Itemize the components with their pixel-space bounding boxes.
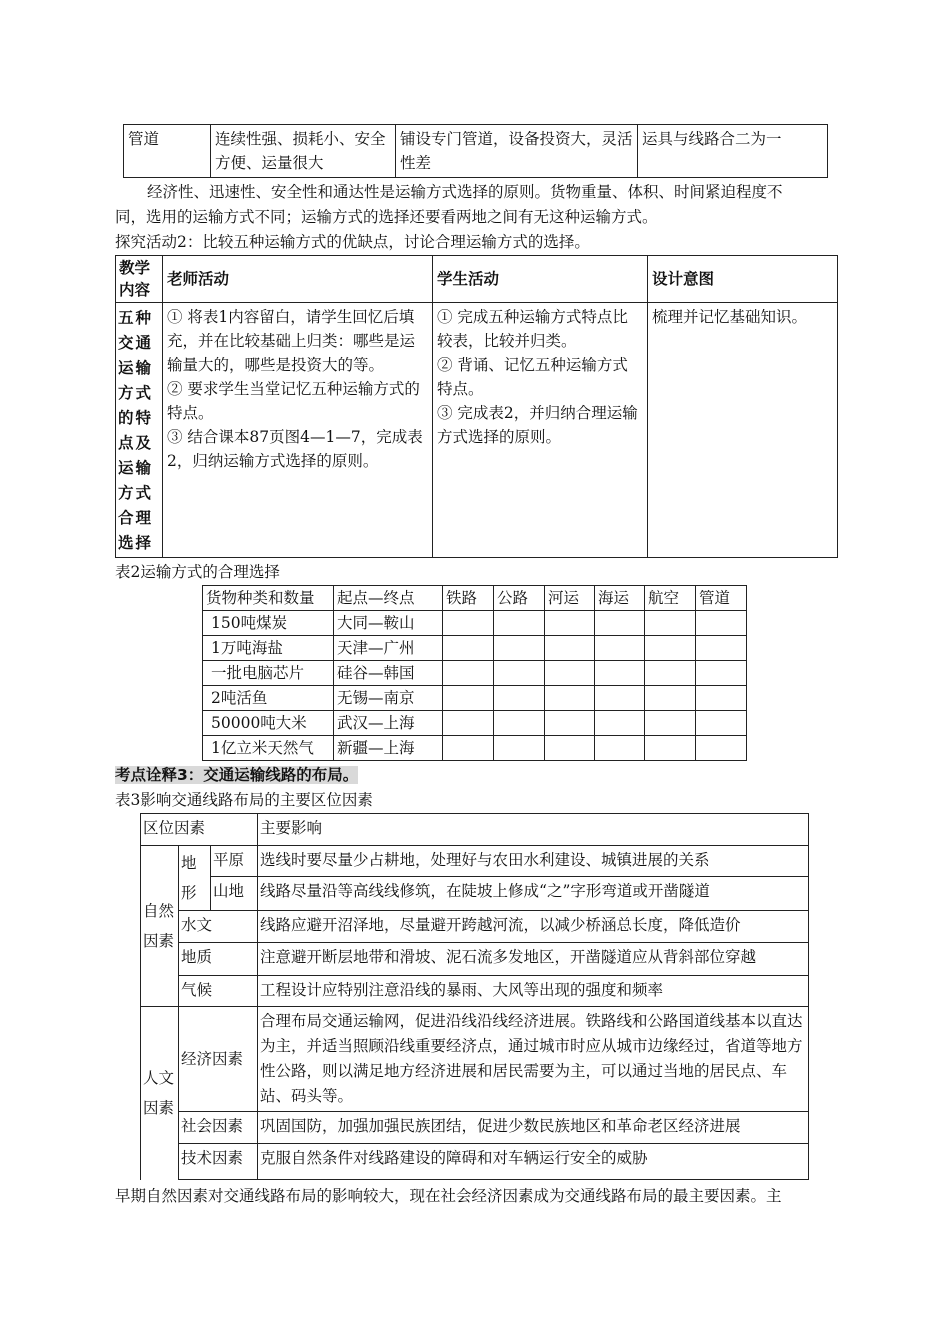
route-cell: 新疆—上海 bbox=[334, 736, 443, 761]
student-item: ② 背诵、记忆五种运输方式特点。 bbox=[437, 356, 628, 398]
table-row bbox=[116, 303, 838, 558]
table-row bbox=[141, 846, 809, 877]
header-cell: 教学内容 bbox=[116, 256, 163, 303]
cell: 管道 bbox=[124, 125, 211, 178]
teacher-item: ② 要求学生当堂记忆五种运输方式的特点。 bbox=[167, 380, 420, 422]
cargo-cell: 50000吨大米 bbox=[203, 711, 334, 736]
blank-answer-cell[interactable] bbox=[545, 661, 595, 686]
table-row bbox=[203, 661, 747, 686]
route-cell: 武汉—上海 bbox=[334, 711, 443, 736]
table-row bbox=[141, 876, 809, 910]
blank-answer-cell[interactable] bbox=[696, 636, 747, 661]
blank-answer-cell[interactable] bbox=[545, 611, 595, 636]
cargo-cell: 1亿立米天然气 bbox=[203, 736, 334, 761]
blank-answer-cell[interactable] bbox=[494, 736, 545, 761]
natural-factors-cell: 自然因素 bbox=[141, 846, 179, 1007]
factor-cell: 山地 bbox=[211, 876, 258, 910]
table-row bbox=[141, 1144, 809, 1180]
blank-answer-cell[interactable] bbox=[443, 661, 494, 686]
blank-answer-cell[interactable] bbox=[595, 711, 645, 736]
blank-answer-cell[interactable] bbox=[645, 636, 696, 661]
blank-answer-cell[interactable] bbox=[696, 736, 747, 761]
header-cell: 海运 bbox=[595, 586, 645, 611]
header-cell: 河运 bbox=[545, 586, 595, 611]
table-row bbox=[124, 125, 828, 178]
blank-answer-cell[interactable] bbox=[443, 711, 494, 736]
table-row bbox=[203, 711, 747, 736]
blank-answer-cell[interactable] bbox=[443, 736, 494, 761]
blank-answer-cell[interactable] bbox=[545, 686, 595, 711]
effect-cell: 线路尽量沿等高线线修筑，在陡坡上修成“之”字形弯道或开凿隧道 bbox=[258, 876, 809, 910]
blank-answer-cell[interactable] bbox=[595, 661, 645, 686]
blank-answer-cell[interactable] bbox=[545, 736, 595, 761]
route-cell: 大同—鞍山 bbox=[334, 611, 443, 636]
blank-answer-cell[interactable] bbox=[645, 711, 696, 736]
blank-answer-cell[interactable] bbox=[494, 686, 545, 711]
header-cell: 铁路 bbox=[443, 586, 494, 611]
cell: 铺设专门管道，设备投资大，灵活性差 bbox=[396, 125, 638, 178]
cargo-cell: 1万吨海盐 bbox=[203, 636, 334, 661]
intent-cell: 梳理并记忆基础知识。 bbox=[648, 303, 838, 558]
table2-caption: 表2运输方式的合理选择 bbox=[115, 563, 280, 581]
header-cell: 起点—终点 bbox=[334, 586, 443, 611]
header-cell: 管道 bbox=[696, 586, 747, 611]
factor-cell: 平原 bbox=[211, 846, 258, 877]
header-cell: 主要影响 bbox=[258, 814, 809, 846]
effect-cell: 克服自然条件对线路建设的障碍和对车辆运行安全的威胁 bbox=[258, 1144, 809, 1180]
cargo-cell: 150吨煤炭 bbox=[203, 611, 334, 636]
effect-cell: 注意避开断层地带和滑坡、泥石流多发地区，开凿隧道应从背斜部位穿越 bbox=[258, 943, 809, 976]
cargo-cell: 一批电脑芯片 bbox=[203, 661, 334, 686]
blank-answer-cell[interactable] bbox=[595, 636, 645, 661]
blank-answer-cell[interactable] bbox=[494, 636, 545, 661]
table-row bbox=[203, 686, 747, 711]
blank-answer-cell[interactable] bbox=[443, 611, 494, 636]
student-cell bbox=[433, 303, 648, 558]
table-row bbox=[203, 611, 747, 636]
header-cell: 老师活动 bbox=[163, 256, 433, 303]
blank-answer-cell[interactable] bbox=[696, 661, 747, 686]
terrain-cell: 地形 bbox=[179, 846, 211, 911]
table-header-row bbox=[203, 586, 747, 611]
blank-answer-cell[interactable] bbox=[696, 611, 747, 636]
blank-answer-cell[interactable] bbox=[645, 661, 696, 686]
blank-answer-cell[interactable] bbox=[645, 611, 696, 636]
cell: 连续性强、损耗小、安全方便、运量很大 bbox=[211, 125, 396, 178]
content-cell: 五种交通运输方式的特点及运输方式合理选择 bbox=[116, 303, 163, 558]
blank-answer-cell[interactable] bbox=[443, 686, 494, 711]
cell: 运具与线路合二为一 bbox=[638, 125, 828, 178]
table-header-row bbox=[141, 814, 809, 846]
header-cell: 公路 bbox=[494, 586, 545, 611]
effect-cell: 线路应避开沼泽地，尽量避开跨越河流，以减少桥涵总长度，降低造价 bbox=[258, 911, 809, 943]
header-cell: 航空 bbox=[645, 586, 696, 611]
activity-title: 探究活动2：比较五种运输方式的优缺点，讨论合理运输方式的选择。 bbox=[115, 233, 590, 251]
factor-cell: 地质 bbox=[179, 943, 258, 976]
route-cell: 硅谷—韩国 bbox=[334, 661, 443, 686]
blank-answer-cell[interactable] bbox=[645, 736, 696, 761]
blank-answer-cell[interactable] bbox=[545, 636, 595, 661]
blank-answer-cell[interactable] bbox=[494, 611, 545, 636]
header-cell: 区位因素 bbox=[141, 814, 258, 846]
route-factors-table bbox=[140, 813, 809, 1180]
blank-answer-cell[interactable] bbox=[696, 711, 747, 736]
effect-cell: 合理布局交通运输网，促进沿线沿线经济进展。铁路线和公路国道线基本以直达为主，并适当照顾沿线重要经济点，通过城市时应从城市边缘经过，省道等地方性公路，则以满足地方经济进展和居民需要为主，可以通过当地的居民点、车站、码头等。 bbox=[258, 1007, 809, 1112]
blank-answer-cell[interactable] bbox=[645, 686, 696, 711]
teacher-item: ③ 结合课本87页图4—1—7，完成表2，归纳运输方式选择的原则。 bbox=[167, 428, 423, 470]
route-cell: 天津—广州 bbox=[334, 636, 443, 661]
factor-cell: 经济因素 bbox=[179, 1007, 258, 1112]
route-cell: 无锡—南京 bbox=[334, 686, 443, 711]
student-item: ① 完成五种运输方式特点比较表，比较并归类。 bbox=[437, 308, 628, 350]
blank-answer-cell[interactable] bbox=[443, 636, 494, 661]
factor-cell: 气候 bbox=[179, 976, 258, 1007]
table-row bbox=[141, 1007, 809, 1112]
factor-cell: 社会因素 bbox=[179, 1112, 258, 1144]
table3-caption: 表3影响交通线路布局的主要区位因素 bbox=[115, 791, 373, 809]
header-cell: 设计意图 bbox=[648, 256, 838, 303]
paragraph-line: 同，选用的运输方式不同；运输方式的选择还要看两地之间有无这种运输方式。 bbox=[115, 208, 658, 226]
blank-answer-cell[interactable] bbox=[494, 661, 545, 686]
effect-cell: 工程设计应特别注意沿线的暴雨、大风等出现的强度和频率 bbox=[258, 976, 809, 1007]
teacher-cell bbox=[163, 303, 433, 558]
activity-table bbox=[115, 255, 838, 558]
blank-answer-cell[interactable] bbox=[545, 711, 595, 736]
section3-line bbox=[115, 763, 950, 788]
paragraph-line: 早期自然因素对交通线路布局的影响较大，现在社会经济因素成为交通线路布局的最主要因素。主 bbox=[115, 1187, 782, 1205]
transport-choice-table bbox=[202, 585, 747, 761]
human-factors-cell: 人文因素 bbox=[141, 1007, 179, 1180]
table-row bbox=[141, 1112, 809, 1144]
table-row bbox=[203, 736, 747, 761]
blank-answer-cell[interactable] bbox=[696, 686, 747, 711]
header-cell: 货物种类和数量 bbox=[203, 586, 334, 611]
table-row bbox=[141, 911, 809, 943]
table-row bbox=[141, 976, 809, 1007]
effect-cell: 巩固国防，加强加强民族团结，促进少数民族地区和革命老区经济进展 bbox=[258, 1112, 809, 1144]
table-header-row bbox=[116, 256, 838, 303]
table-row bbox=[203, 636, 747, 661]
paragraph-line: 经济性、迅速性、安全性和通达性是运输方式选择的原则。货物重量、体积、时间紧迫程度不 bbox=[147, 183, 783, 201]
table-row bbox=[141, 943, 809, 976]
header-cell: 学生活动 bbox=[433, 256, 648, 303]
teacher-item: ① 将表1内容留白，请学生回忆后填充，并在比较基础上归类：哪些是运输量大的，哪些是投资大的等。 bbox=[167, 308, 416, 374]
factor-cell: 水文 bbox=[179, 911, 258, 943]
blank-answer-cell[interactable] bbox=[595, 686, 645, 711]
effect-cell: 选线时要尽量少占耕地，处理好与农田水利建设、城镇进展的关系 bbox=[258, 846, 809, 877]
cargo-cell: 2吨活鱼 bbox=[203, 686, 334, 711]
table1-fragment bbox=[123, 124, 828, 178]
blank-answer-cell[interactable] bbox=[494, 711, 545, 736]
section3-title: 考点诠释3：交通运输线路的布局。 bbox=[115, 766, 359, 784]
factor-cell: 技术因素 bbox=[179, 1144, 258, 1180]
blank-answer-cell[interactable] bbox=[595, 736, 645, 761]
blank-answer-cell[interactable] bbox=[595, 611, 645, 636]
student-item: ③ 完成表2，并归纳合理运输方式选择的原则。 bbox=[437, 404, 638, 446]
